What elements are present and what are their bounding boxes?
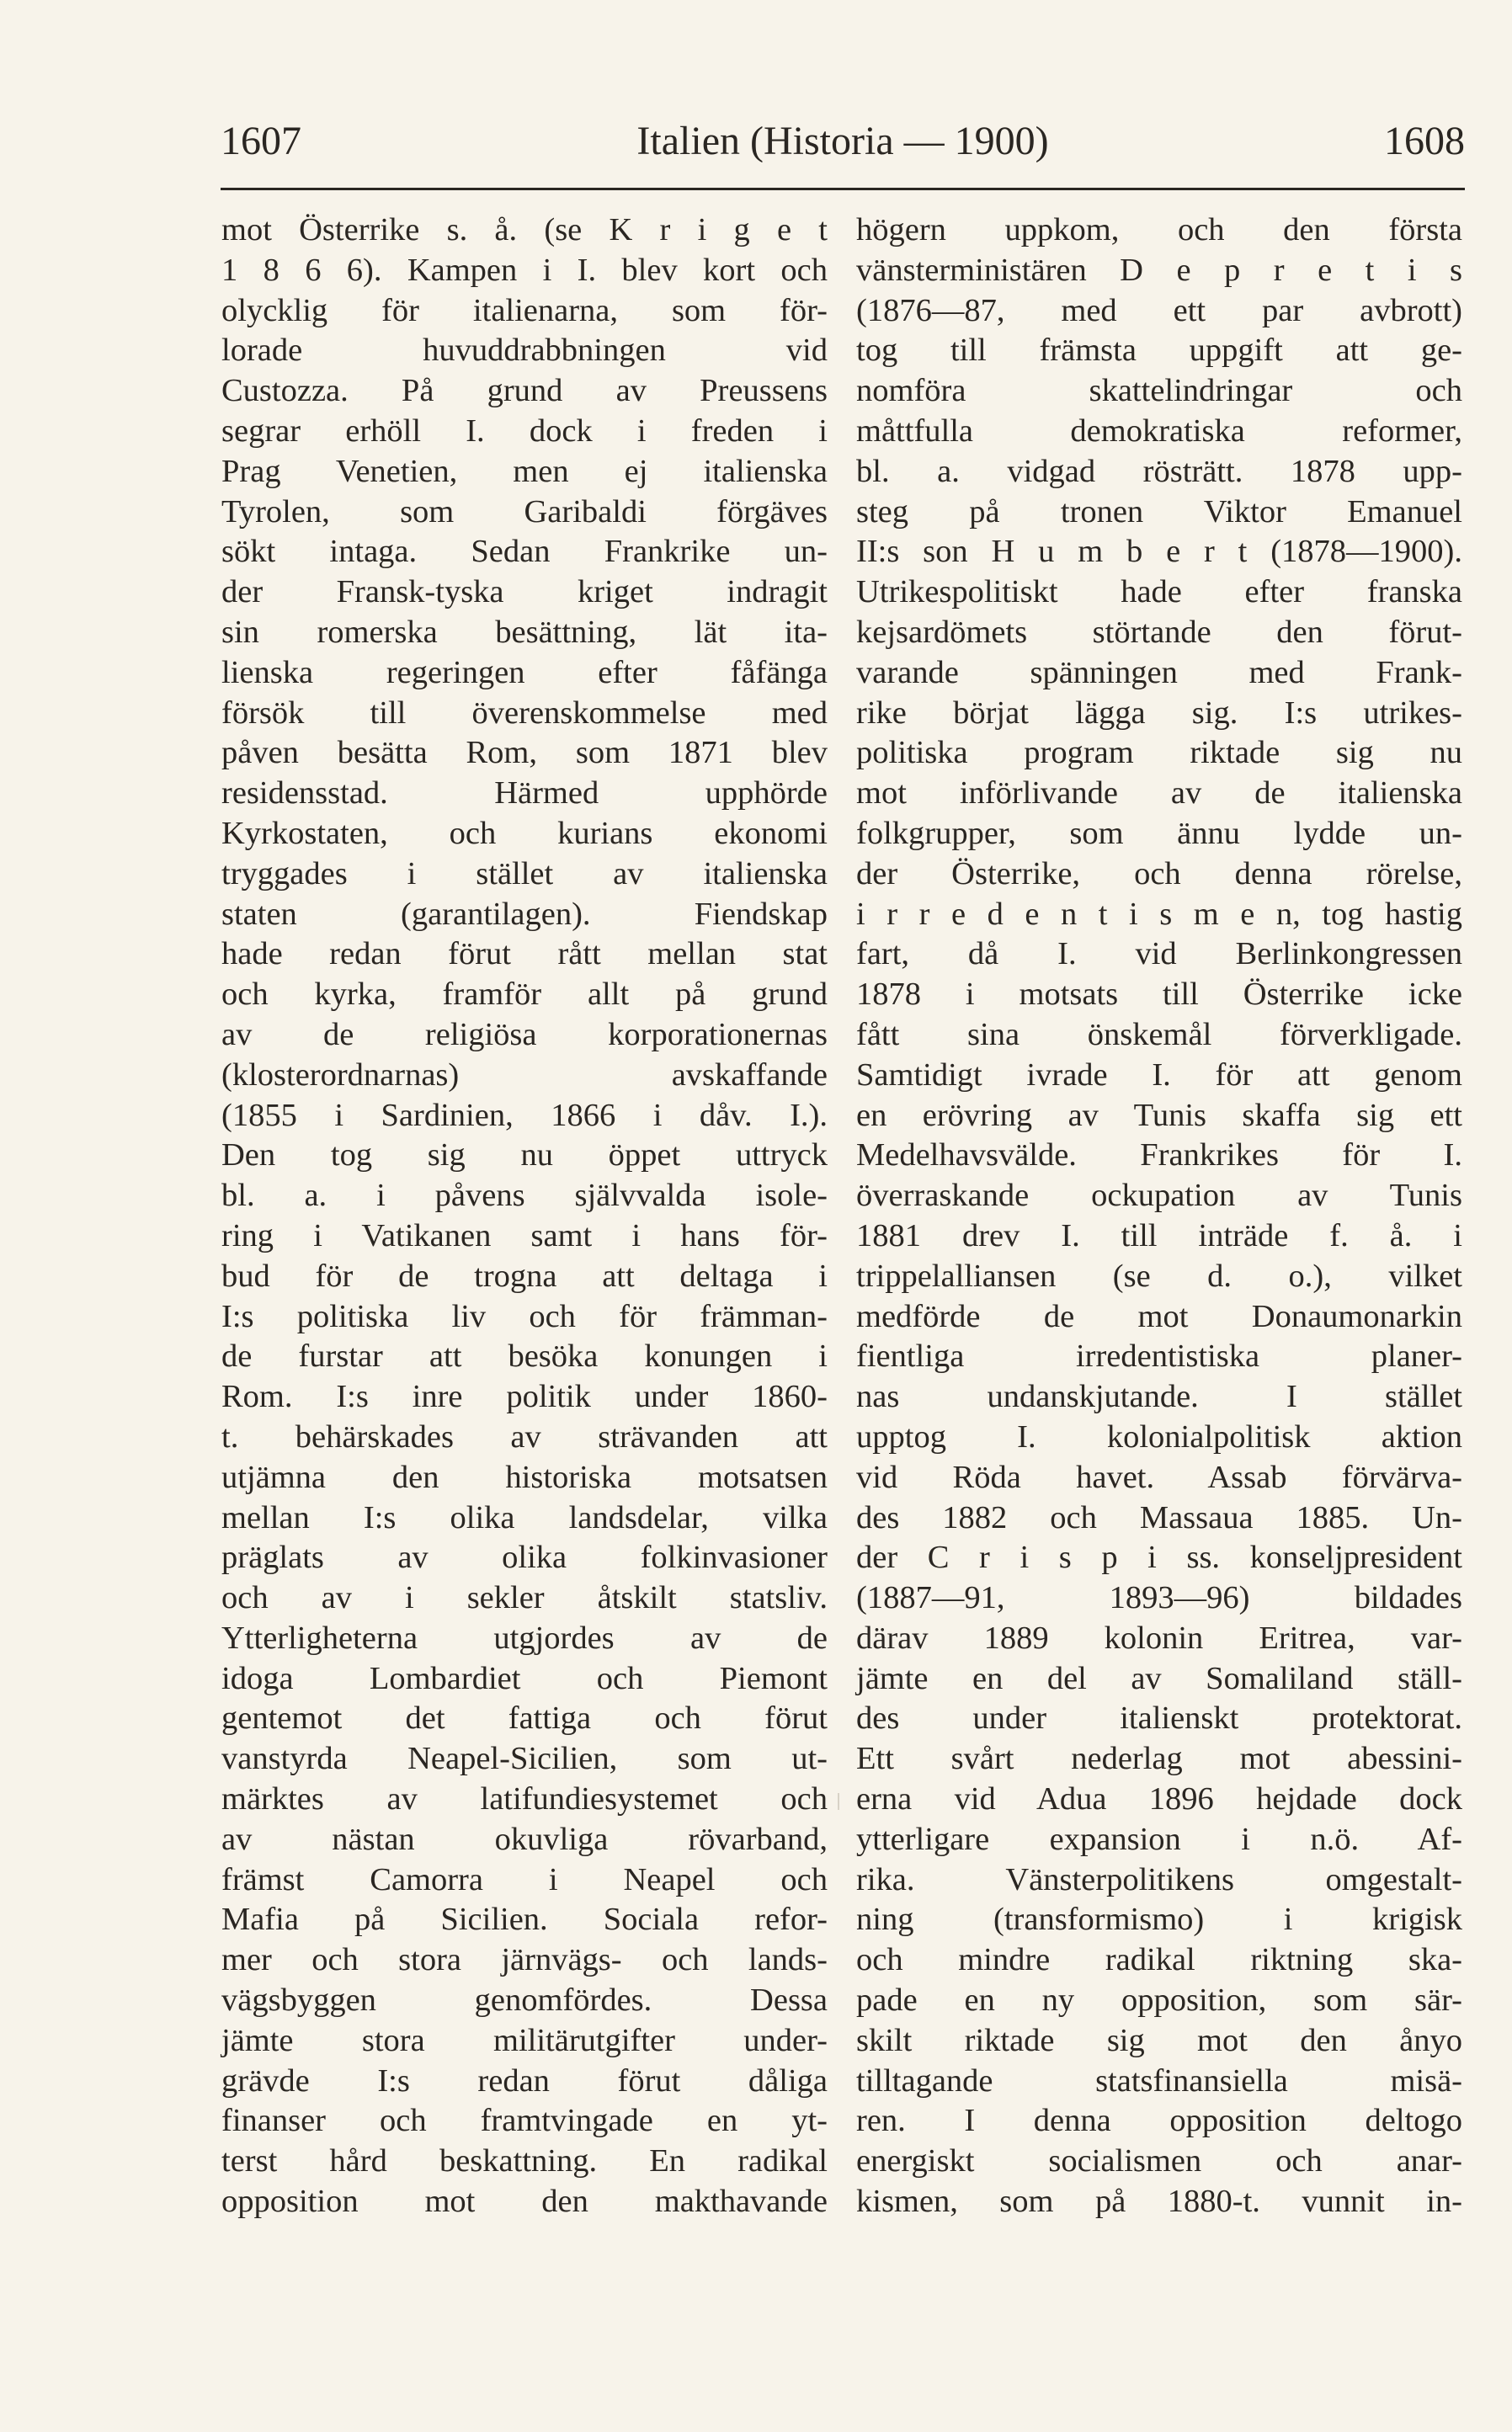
text-line: utjämna den historiska motsatsen — [221, 1459, 828, 1495]
text-line: bl. a. vidgad rösträtt. 1878 upp- — [856, 453, 1462, 489]
text-line: tryggades i stället av italienska — [221, 855, 828, 891]
gutter-mark — [838, 1793, 839, 1810]
text-line: II:s son H u m b e r t (1878—1900). — [856, 534, 1462, 570]
text-line: der Österrike, och denna rörelse, — [856, 855, 1462, 891]
text-line: varande spänningen med Frank- — [856, 654, 1462, 690]
text-line: en erövring av Tunis skaffa sig ett — [856, 1097, 1462, 1133]
text-line: trippelalliansen (se d. o.), vilket — [856, 1258, 1462, 1294]
text-line: lorade huvuddrabbningen vid — [221, 333, 828, 369]
text-line: mot Österrike s. å. (se K r i g e t — [221, 212, 828, 247]
text-line: opposition mot den makthavande — [221, 2184, 828, 2220]
header-rule — [221, 188, 1465, 190]
text-line: skilt riktade sig mot den ånyo — [856, 2022, 1462, 2058]
page-header — [221, 118, 1465, 168]
text-line: (1887—91, 1893—96) bildades — [856, 1580, 1462, 1616]
text-line: hade redan förut rått mellan stat — [221, 936, 828, 972]
text-line: vanstyrda Neapel-Sicilien, som ut- — [221, 1741, 828, 1777]
text-line: lienska regeringen efter fåfänga — [221, 654, 828, 690]
text-line: och av i sekler åtskilt statsliv. — [221, 1580, 828, 1616]
text-line: 1 8 6 6). Kampen i I. blev kort och — [221, 252, 828, 288]
text-line: främst Camorra i Neapel och — [221, 1861, 828, 1897]
text-line: måttfulla demokratiska reformer, — [856, 412, 1462, 449]
text-line: gentemot det fattiga och förut — [221, 1700, 828, 1737]
page-number-left: 1607 — [221, 119, 301, 163]
text-line: t. behärskades av strävanden att — [221, 1418, 828, 1455]
text-line: Utrikespolitiskt hade efter franska — [856, 574, 1462, 610]
text-line: Den tog sig nu öppet uttryck — [221, 1137, 828, 1173]
text-line: vid Röda havet. Assab förvärva- — [856, 1459, 1462, 1495]
text-line: fart, då I. vid Berlinkongressen — [856, 936, 1462, 972]
text-line: påven besätta Rom, som 1871 blev — [221, 735, 828, 771]
text-line: och mindre radikal riktning ska- — [856, 1942, 1462, 1978]
text-line: nomföra skattelindringar och — [856, 373, 1462, 409]
text-line: mellan I:s olika landsdelar, vilka — [221, 1499, 828, 1535]
text-line: kejsardömets störtande den förut- — [856, 614, 1462, 650]
text-line: ring i Vatikanen samt i hans för- — [221, 1217, 828, 1253]
text-line: segrar erhöll I. dock i freden i — [221, 412, 828, 449]
text-line: medförde de mot Donaumonarkin — [856, 1298, 1462, 1334]
text-line: högern uppkom, och den första — [856, 212, 1462, 247]
text-line: Ytterligheterna utgjordes av de — [221, 1620, 828, 1656]
text-line: fientliga irredentistiska planer- — [856, 1338, 1462, 1375]
text-line: (klosterordnarnas) avskaffande — [221, 1056, 828, 1093]
text-line: der Fransk-tyska kriget indragit — [221, 574, 828, 610]
text-line: jämte stora militärutgifter under- — [221, 2022, 828, 2058]
text-line: de furstar att besöka konungen i — [221, 1338, 828, 1375]
text-line: Medelhavsvälde. Frankrikes för I. — [856, 1137, 1462, 1173]
text-line: tog till främsta uppgift att ge- — [856, 333, 1462, 369]
text-line: därav 1889 kolonin Eritrea, var- — [856, 1620, 1462, 1656]
text-line: des under italienskt protektorat. — [856, 1700, 1462, 1737]
text-line: Ett svårt nederlag mot abessini- — [856, 1741, 1462, 1777]
text-line: sökt intaga. Sedan Frankrike un- — [221, 534, 828, 570]
text-line: grävde I:s redan förut dåliga — [221, 2062, 828, 2099]
text-line: erna vid Adua 1896 hejdade dock — [856, 1781, 1462, 1817]
text-line: kismen, som på 1880-t. vunnit in- — [856, 2184, 1462, 2220]
text-line: ning (transformismo) i krigisk — [856, 1902, 1462, 1938]
text-line: 1878 i motsats till Österrike icke — [856, 977, 1462, 1013]
text-line: der C r i s p i ss. konseljpresident — [856, 1540, 1462, 1576]
text-line: fått sina önskemål förverkligade. — [856, 1016, 1462, 1052]
text-line: ren. I denna opposition deltogo — [856, 2103, 1462, 2139]
text-line: Kyrkostaten, och kurians ekonomi — [221, 815, 828, 851]
text-line: överraskande ockupation av Tunis — [856, 1178, 1462, 1214]
running-title: Italien (Historia — 1900) — [636, 119, 1049, 163]
text-line: bl. a. i påvens självvalda isole- — [221, 1178, 828, 1214]
text-line: staten (garantilagen). Fiendskap — [221, 896, 828, 932]
text-line: tilltagande statsfinansiella misä- — [856, 2062, 1462, 2099]
text-line: försök till överenskommelse med — [221, 694, 828, 731]
text-line: bud för de trogna att deltaga i — [221, 1258, 828, 1294]
text-line: Samtidigt ivrade I. för att genom — [856, 1056, 1462, 1093]
left-column — [221, 210, 828, 2222]
text-line: energiskt socialismen och anar- — [856, 2143, 1462, 2179]
text-line: des 1882 och Massaua 1885. Un- — [856, 1499, 1462, 1535]
text-line: I:s politiska liv och för främman- — [221, 1298, 828, 1334]
text-line: Rom. I:s inre politik under 1860- — [221, 1379, 828, 1415]
text-line: Custozza. På grund av Preussens — [221, 373, 828, 409]
text-line: upptog I. kolonialpolitisk aktion — [856, 1418, 1462, 1455]
text-line: vägsbyggen genomfördes. Dessa — [221, 1982, 828, 2019]
text-line: rika. Vänsterpolitikens omgestalt- — [856, 1861, 1462, 1897]
text-line: Prag Venetien, men ej italienska — [221, 453, 828, 489]
text-line: finanser och framtvingade en yt- — [221, 2103, 828, 2139]
text-line: sin romerska besättning, lät ita- — [221, 614, 828, 650]
text-line: Mafia på Sicilien. Sociala refor- — [221, 1902, 828, 1938]
text-line: av de religiösa korporationernas — [221, 1016, 828, 1052]
text-line: idoga Lombardiet och Piemont — [221, 1660, 828, 1696]
text-line: präglats av olika folkinvasioner — [221, 1540, 828, 1576]
text-line: av nästan okuvliga rövarband, — [221, 1821, 828, 1857]
text-line: ytterligare expansion i n.ö. Af- — [856, 1821, 1462, 1857]
text-line: folkgrupper, som ännu lydde un- — [856, 815, 1462, 851]
text-line: vänsterministären D e p r e t i s — [856, 252, 1462, 288]
text-line: jämte en del av Somaliland ställ- — [856, 1660, 1462, 1696]
text-line: residensstad. Härmed upphörde — [221, 775, 828, 812]
right-column — [856, 210, 1462, 2222]
text-line: olycklig för italienarna, som för- — [221, 292, 828, 328]
text-line: politiska program riktade sig nu — [856, 735, 1462, 771]
text-line: mer och stora järnvägs- och lands- — [221, 1942, 828, 1978]
page-number-right: 1608 — [1384, 119, 1465, 163]
text-line: Tyrolen, som Garibaldi förgäves — [221, 493, 828, 530]
text-line: i r r e d e n t i s m e n, tog hastig — [856, 896, 1462, 932]
text-line: pade en ny opposition, som sär- — [856, 1982, 1462, 2019]
text-line: och kyrka, framför allt på grund — [221, 977, 828, 1013]
text-line: rike börjat lägga sig. I:s utrikes- — [856, 694, 1462, 731]
text-line: (1855 i Sardinien, 1866 i dåv. I.). — [221, 1097, 828, 1133]
text-line: steg på tronen Viktor Emanuel — [856, 493, 1462, 530]
text-line: 1881 drev I. till inträde f. å. i — [856, 1217, 1462, 1253]
text-line: (1876—87, med ett par avbrott) — [856, 292, 1462, 328]
text-line: terst hård beskattning. En radikal — [221, 2143, 828, 2179]
text-line: märktes av latifundiesystemet och — [221, 1781, 828, 1817]
text-line: nas undanskjutande. I stället — [856, 1379, 1462, 1415]
text-line: mot införlivande av de italienska — [856, 775, 1462, 812]
